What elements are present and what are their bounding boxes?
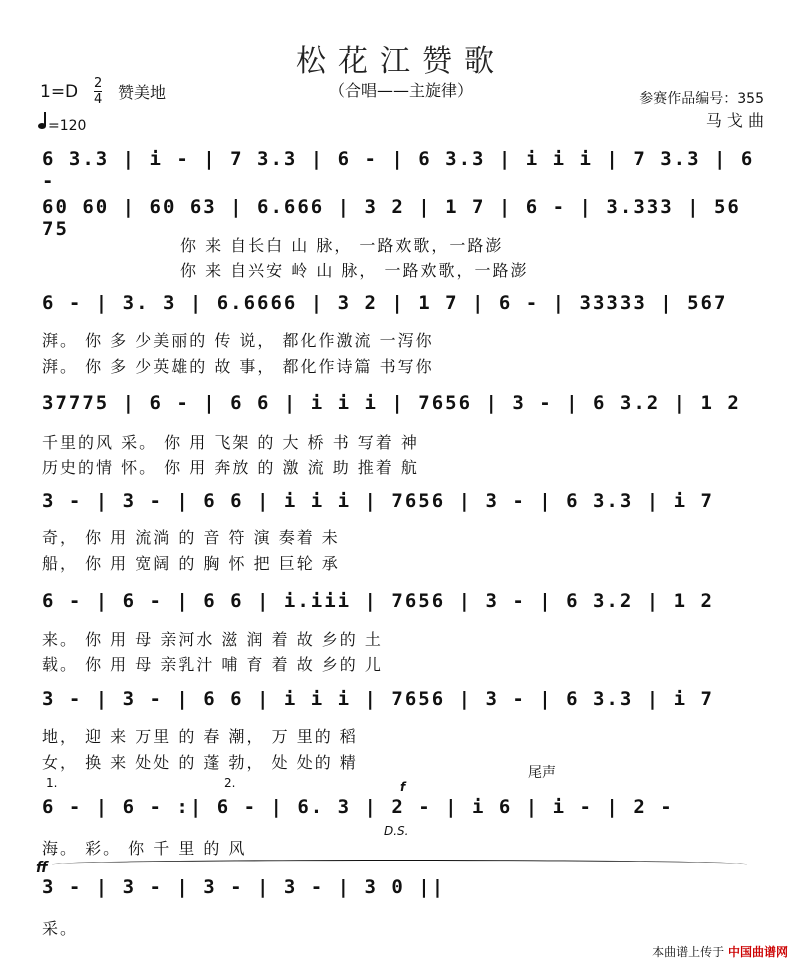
footer-uploaded: 本曲谱上传于 bbox=[652, 945, 725, 959]
music-row-9 bbox=[42, 876, 764, 902]
lyric-line: 海。 彩。 你 千 里 的 风 bbox=[42, 839, 247, 858]
time-signature bbox=[94, 76, 102, 107]
site-logo[interactable]: 中国曲谱网 bbox=[727, 945, 788, 959]
notes: 3 - | 3 - | 6 6 | i i i | 7656 | 3 - | 6 3.3 | i 7 bbox=[42, 688, 714, 710]
lyric-line: 你 来 自兴安 岭 山 脉， 一路欢歌，一路澎 bbox=[180, 261, 529, 280]
notes: 60 60 | 60 63 | 6.666 | 3 2 | 1 7 | 6 - | 3.333 | 56 75 bbox=[42, 196, 741, 240]
quarter-note-icon bbox=[38, 112, 48, 130]
notes: 3 - | 3 - | 6 6 | i i i | 7656 | 3 - | 6 3.3 | i 7 bbox=[42, 490, 714, 512]
lyric-line: 船， 你 用 宽阔 的 胸 怀 把 巨轮 承 bbox=[42, 554, 340, 573]
dal-segno: D.S. bbox=[384, 824, 409, 838]
lyric-line: 来。 你 用 母 亲河水 滋 润 着 故 乡的 土 bbox=[42, 630, 383, 649]
lyric-line: 载。 你 用 母 亲乳汁 哺 育 着 故 乡的 儿 bbox=[42, 655, 383, 674]
lyric-line: 湃。 你 多 少美丽的 传 说， 都化作激流 一泻你 bbox=[42, 331, 434, 350]
music-row-1 bbox=[42, 148, 764, 192]
lyric-line: 历史的情 怀。 你 用 奔放 的 激 流 助 推着 航 bbox=[42, 458, 419, 477]
key-signature: 1=D bbox=[40, 82, 79, 102]
notes: 37775 | 6 - | 6 6 | i i i | 7656 | 3 - | 6 3.2 | 1 2 bbox=[42, 392, 741, 414]
dynamic-ff: ff bbox=[36, 860, 48, 876]
music-row-6 bbox=[42, 590, 764, 616]
lyric-line: 你 来 自长白 山 脉， 一路欢歌，一路澎 bbox=[180, 236, 504, 255]
dynamic-f: f bbox=[400, 780, 406, 794]
notes: 6 - | 6 - | 6 6 | i.iii | 7656 | 3 - | 6 3.2 | 1 2 bbox=[42, 590, 714, 612]
tempo-value: =120 bbox=[48, 118, 87, 134]
lyric-line: 湃。 你 多 少英雄的 故 事， 都化作诗篇 书写你 bbox=[42, 357, 434, 376]
notes: 6 3.3 | i - | 7 3.3 | 6 - | 6 3.3 | i i i | 7 3.3 | 6 - bbox=[42, 148, 755, 192]
music-row-2 bbox=[42, 196, 764, 240]
lyric-line: 女， 换 来 处处 的 蓬 勃， 处 处的 精 bbox=[42, 753, 358, 772]
volta-2: 2. bbox=[224, 776, 236, 790]
time-signature-bottom: 4 bbox=[94, 92, 103, 107]
lyric-line: 采。 bbox=[42, 919, 79, 938]
music-row-8 bbox=[42, 796, 764, 822]
notes: 6 - | 6 - :| 6 - | 6. 3 | 2 - | i 6 | i - | 2 - bbox=[42, 796, 674, 818]
lyric-line: 奇， 你 用 流淌 的 音 符 演 奏着 未 bbox=[42, 528, 340, 547]
lyric-line: 千里的风 采。 你 用 飞架 的 大 桥 书 写着 神 bbox=[42, 433, 419, 452]
expression-mark: 赞美地 bbox=[118, 83, 167, 102]
song-subtitle: （合唱——主旋律） bbox=[328, 81, 473, 100]
lyric-line: 地， 迎 来 万里 的 春 潮， 万 里的 稻 bbox=[42, 727, 358, 746]
composer: 马 戈 曲 bbox=[705, 111, 764, 130]
music-row-7 bbox=[42, 688, 764, 714]
notes: 6 - | 3. 3 | 6.6666 | 3 2 | 1 7 | 6 - | 33333 | 567 bbox=[42, 292, 728, 314]
time-signature-top: 2 bbox=[94, 76, 103, 91]
music-row-3 bbox=[42, 292, 764, 318]
tempo-mark bbox=[38, 112, 86, 134]
song-title: 松花江赞歌 bbox=[296, 44, 506, 79]
music-row-5 bbox=[42, 490, 764, 516]
entry-number: 参赛作品编号：355 bbox=[639, 91, 764, 107]
music-row-4 bbox=[42, 392, 764, 418]
notes: 3 - | 3 - | 3 - | 3 - | 3 0 || bbox=[42, 876, 446, 898]
volta-1: 1. bbox=[46, 776, 58, 790]
tie-slur bbox=[52, 860, 747, 869]
coda-label: 尾声 bbox=[528, 765, 556, 781]
footer bbox=[652, 943, 788, 960]
